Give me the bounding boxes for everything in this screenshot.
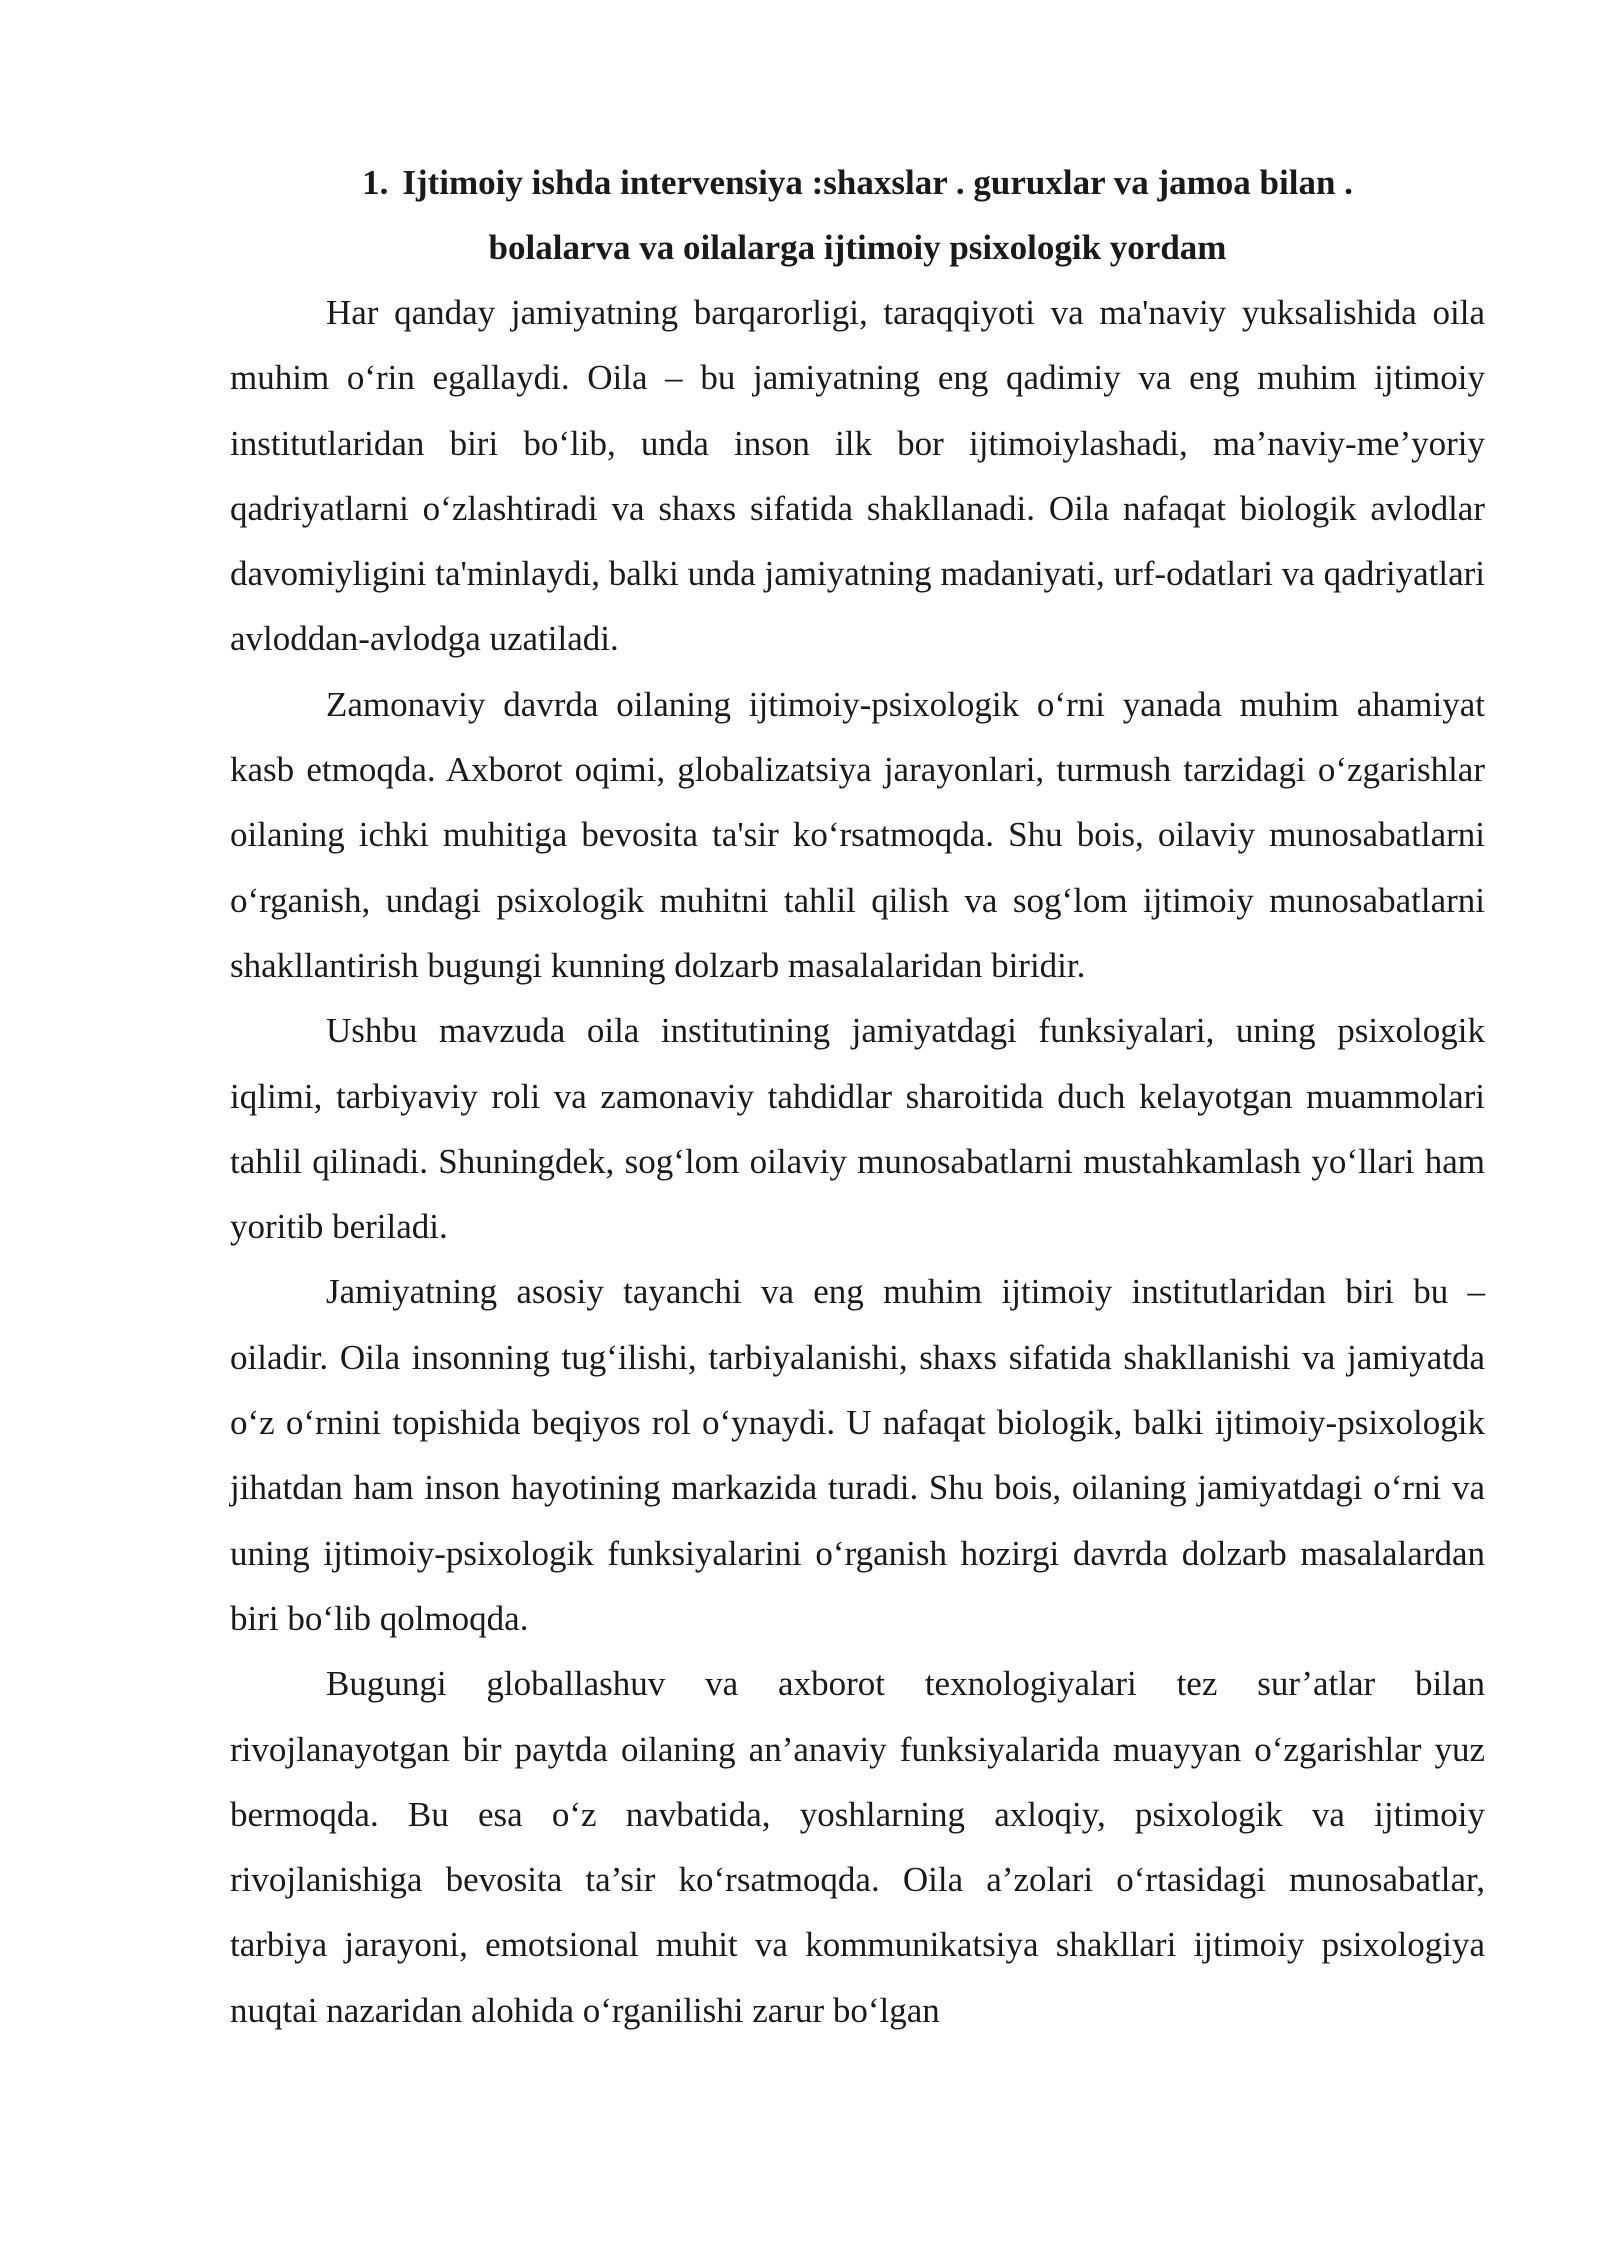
- heading-title-line-1: Ijtimoiy ishda intervensiya :shaxslar . guruxlar va jamoa bilan .: [402, 163, 1353, 202]
- paragraph-2: Zamonaviy davrda oilaning ijtimoiy-psixologik o‘rni yanada muhim ahamiyat kasb etmoqda. Axborot oqimi, globalizatsiya jarayonlari, turmush tarzidagi o‘zgarishlar oilaning ichki muhitiga bevosita ta'sir ko‘rsatmoqda. Shu bois, oilaviy munosabatlarni o‘rganish, undagi psixologik muhitni tahlil qilish va sog‘lom ijtimoiy munosabatlarni shakllantirish bugungi kunning dolzarb masalalaridan biridir.: [230, 684, 1485, 985]
- heading-line-2: bolalarva va oilalarga ijtimoiy psixologik yordam: [488, 228, 1227, 267]
- heading-number: 1.: [362, 163, 389, 202]
- paragraph-4: Jamiyatning asosiy tayanchi va eng muhim ijtimoiy institutlaridan biri bu – oiladir. Oila insonning tug‘ilishi, tarbiyalanishi, shaxs sifatida shakllanishi va jamiyatda o‘z o‘rnini topishida beqiyos rol o‘ynaydi. U nafaqat biologik, balki ijtimoiy-psixologik jihatdan ham inson hayotining markazida turadi. Shu bois, oilaning jamiyatdagi o‘rni va uning ijtimoiy-psixologik funksiyalarini o‘rganish hozirgi davrda dolzarb masalalardan biri bo‘lib qolmoqda.: [230, 1272, 1485, 1638]
- document-page: [230, 150, 1485, 2043]
- paragraph-1: Har qanday jamiyatning barqarorligi, taraqqiyoti va ma'naviy yuksalishida oila muhim o‘rin egallaydi. Oila – bu jamiyatning eng qadimiy va eng muhim ijtimoiy institutlaridan biri bo‘lib, unda inson ilk bor ijtimoiylashadi, ma’naviy-me’yoriy qadriyatlarni o‘zlashtiradi va shaxs sifatida shakllanadi. Oila nafaqat biologik avlodlar davomiyligini ta'minlaydi, balki unda jamiyatning madaniyati, urf-odatlari va qadriyatlari avloddan-avlodga uzatiladi.: [230, 293, 1485, 659]
- paragraph-5: Bugungi globallashuv va axborot texnologiyalari tez sur’atlar bilan rivojlanayotgan bir paytda oilaning an’anaviy funksiyalarida muayyan o‘zgarishlar yuz bermoqda. Bu esa o‘z navbatida, yoshlarning axloqiy, psixologik va ijtimoiy rivojlanishiga bevosita ta’sir ko‘rsatmoqda. Oila a’zolari o‘rtasidagi munosabatlar, tarbiya jarayoni, emotsional muhit va kommunikatsiya shakllari ijtimoiy psixologiya nuqtai nazaridan alohida o‘rganilishi zarur bo‘lgan: [230, 1664, 1485, 2030]
- paragraph-3: Ushbu mavzuda oila institutining jamiyatdagi funksiyalari, uning psixologik iqlimi, tarbiyaviy roli va zamonaviy tahdidlar sharoitida duch kelayotgan muammolari tahlil qilinadi. Shuningdek, sog‘lom oilaviy munosabatlarni mustahkamlash yo‘llari ham yoritib beriladi.: [230, 1011, 1485, 1247]
- heading-line-1: [230, 150, 1485, 215]
